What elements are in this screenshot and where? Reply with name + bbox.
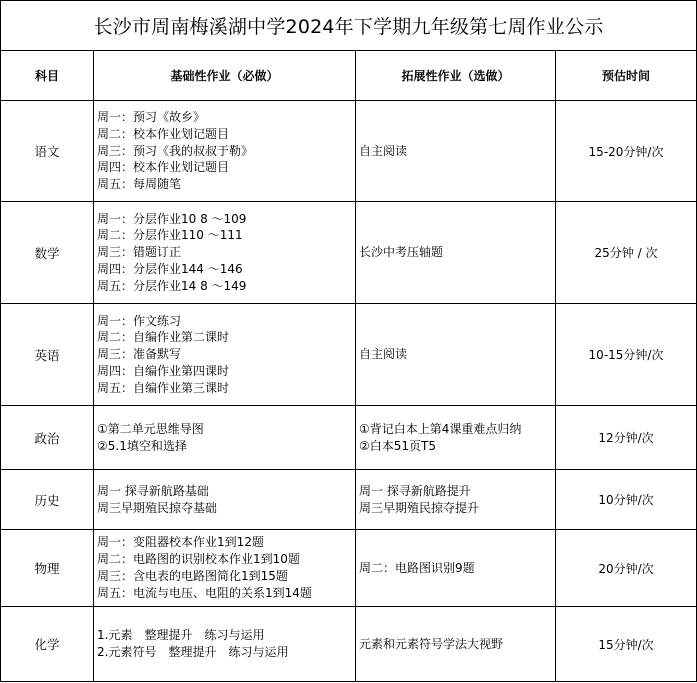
basic-homework-cell (94, 406, 356, 470)
header-extended: 拓展性作业（选做） (356, 51, 556, 101)
basic-homework-line: 周五：自编作业第三课时 (97, 380, 230, 395)
extended-homework-line: 元素和元素符号学法大视野 (359, 636, 504, 651)
extended-homework-line: 周一 探寻新航路提升 (359, 483, 471, 498)
subject-cell: 物理 (1, 530, 94, 607)
time-cell: 15-20分钟/次 (556, 101, 697, 202)
extended-homework-line: ①背记白本上第4课重难点归纳 (359, 421, 522, 436)
extended-homework-cell (356, 101, 556, 202)
time-cell: 10分钟/次 (556, 470, 697, 530)
extended-homework-cell (356, 202, 556, 304)
table-row-math (1, 202, 697, 304)
basic-homework-cell (94, 607, 356, 682)
basic-homework-line: 周二：分层作业110 ～111 (97, 228, 243, 243)
extended-homework-line: 长沙中考压轴题 (359, 245, 444, 260)
extended-homework-cell (356, 406, 556, 470)
extended-homework-cell (356, 470, 556, 530)
extended-homework-cell (356, 607, 556, 682)
extended-homework-line: 周二：电路图识别9题 (359, 560, 475, 575)
table-row-english (1, 304, 697, 406)
basic-homework-line: 1.元素 整理提升 练习与运用 (97, 628, 265, 643)
time-cell: 15分钟/次 (556, 607, 697, 682)
extended-homework-cell (356, 530, 556, 607)
basic-homework-line: ①第二单元思维导图 (97, 421, 204, 436)
basic-homework-line: 周二：电路图的识别校本作业1到10题 (97, 552, 300, 567)
basic-homework-line: 周一：分层作业10 8 ～109 (97, 211, 247, 226)
sheet-title: 长沙市周南梅溪湖中学2024年下学期九年级第七周作业公示 (1, 1, 697, 51)
basic-homework-line: 周一：作文练习 (97, 313, 182, 328)
basic-homework-cell (94, 101, 356, 202)
subject-cell: 英语 (1, 304, 94, 406)
subject-cell: 政治 (1, 406, 94, 470)
table-row-physics (1, 530, 697, 607)
table-body (1, 101, 697, 682)
basic-homework-line: 周三：准备默写 (97, 347, 182, 362)
basic-homework-line: 2.元素符号 整理提升 练习与运用 (97, 645, 289, 659)
basic-homework-cell (94, 530, 356, 607)
time-cell: 12分钟/次 (556, 406, 697, 470)
basic-homework-line: 周一 探寻新航路基础 (97, 483, 209, 498)
table-row-politics (1, 406, 697, 470)
basic-homework-line: 周五：电流与电压、电阻的关系1到14题 (97, 585, 312, 600)
basic-homework-line: 周四：自编作业第四课时 (97, 363, 230, 378)
table-row-chemistry (1, 607, 697, 682)
basic-homework-line: 周二：自编作业第二课时 (97, 330, 230, 345)
basic-homework-line: 周四：校本作业划记题目 (97, 160, 230, 175)
basic-homework-line: 周二：校本作业划记题目 (97, 126, 230, 141)
basic-homework-line: 周一：变阻器校本作业1到12题 (97, 535, 264, 550)
header-row (1, 51, 697, 101)
subject-cell: 化学 (1, 607, 94, 682)
basic-homework-line: 周三：预习《我的叔叔于勒》 (97, 143, 254, 158)
basic-homework-line: 周一：预习《故乡》 (97, 110, 206, 124)
basic-homework-cell (94, 304, 356, 406)
time-cell: 20分钟/次 (556, 530, 697, 607)
table-row-history (1, 470, 697, 530)
extended-homework-line: 自主阅读 (359, 347, 408, 362)
basic-homework-line: 周四：分层作业144 ～146 (97, 261, 243, 276)
basic-homework-line: ②5.1填空和选择 (97, 438, 187, 453)
extended-homework-cell (356, 304, 556, 406)
extended-homework-line: ②白本51页T5 (359, 438, 436, 453)
basic-homework-cell (94, 202, 356, 304)
table-row-chinese (1, 101, 697, 202)
basic-homework-line: 周三早期殖民掠夺基础 (97, 500, 218, 515)
subject-cell: 语文 (1, 101, 94, 202)
subject-cell: 历史 (1, 470, 94, 530)
header-time: 预估时间 (556, 51, 697, 101)
time-cell: 10-15分钟/次 (556, 304, 697, 406)
header-basic: 基础性作业（必做） (94, 51, 356, 101)
basic-homework-line: 周五：分层作业14 8 ～149 (97, 278, 247, 293)
header-subject: 科目 (1, 51, 94, 101)
extended-homework-line: 自主阅读 (359, 143, 408, 158)
basic-homework-line: 周三：含电表的电路图简化1到15题 (97, 569, 288, 583)
time-cell: 25分钟 / 次 (556, 202, 697, 304)
basic-homework-cell (94, 470, 356, 530)
subject-cell: 数学 (1, 202, 94, 304)
basic-homework-line: 周五：每周随笔 (97, 177, 182, 192)
extended-homework-line: 周三早期殖民掠夺提升 (359, 500, 480, 515)
basic-homework-line: 周三：错题订正 (97, 245, 182, 260)
